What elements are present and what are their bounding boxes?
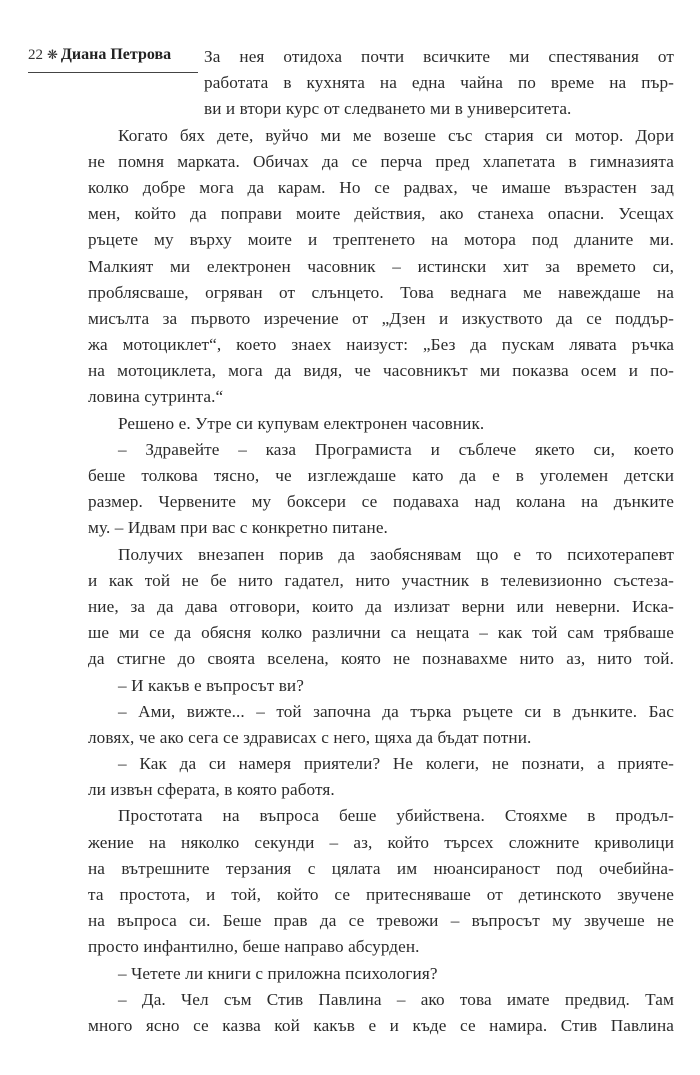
author-name: Диана Петрова: [60, 46, 172, 63]
text-line: Когато бях дете, вуйчо ми ме возеше със стария си мотор. Дори: [118, 125, 674, 145]
text-line: жа мотоциклет“, което знаех наизуст: „Без да пускам лявата ръчка: [88, 335, 674, 355]
text-line: размер. Червените му боксери се подаваха над колана на дънките: [88, 492, 674, 512]
text-line: на въпроса си. Беше прав да се тревожи – въпросът му звучеше не: [88, 911, 674, 931]
text-line: ви и втори курс от следването ми в университета.: [204, 99, 572, 119]
text-line: и как той не бе нито гадател, нито участник в телевизионно състеза-: [88, 570, 674, 590]
text-line: – И какъв е въпросът ви?: [118, 675, 304, 695]
text-line: ловина сутринта.“: [88, 387, 224, 407]
text-line: Простотата на въпроса беше убийствена. Стояхме в продъл-: [118, 806, 674, 826]
text-line: Решено е. Утре си купувам електронен часовник.: [118, 413, 485, 433]
text-line: Малкият ми електронен часовник – истински хит за времето си,: [88, 256, 674, 276]
ornament-icon: ❋: [47, 47, 58, 62]
text-line: – Как да си намеря приятели? Не колеги, не познати, а прияте-: [118, 754, 674, 774]
text-line: много ясно се казва кой какъв е и къде се намира. Стив Павлина: [88, 1015, 674, 1035]
text-line: мен, който да поправи моите действия, ако станеха опасни. Усещах: [88, 204, 674, 224]
text-line: колко добре мога да карам. Но се радвах, че имаше възрастен зад: [88, 177, 674, 197]
text-line: – Ами, вижте... – той започна да търка ръцете си в дънките. Бас: [118, 701, 674, 721]
text-line: ние, за да дава отговори, които да излизат верни или неверни. Иска-: [88, 596, 674, 616]
text-line: Получих внезапен порив да заобяснявам що е то психотерапевт: [118, 544, 674, 564]
text-line: та простота, и той, който се притесняваше от детинското звучене: [88, 885, 674, 904]
text-line: на мотоциклета, мога да видя, че часовникът ми показва осем и по-: [88, 361, 674, 381]
text-line: – Да. Чел съм Стив Павлина – ако това имате предвид. Там: [118, 989, 674, 1009]
text-line: ловях, че ако сега се здрависах с него, щяха да бъдат потни.: [88, 727, 532, 747]
body-text: [88, 44, 674, 1039]
text-line: проблясваше, огряван от слънцето. Това веднага ме навеждаше на: [88, 282, 674, 302]
text-line: – Здравейте – каза Програмиста и съблече якето си, което: [118, 439, 674, 459]
page-number: 22: [28, 47, 43, 63]
text-line: ше ми се да обясня колко различни са нещата – как той сам трябваше: [88, 623, 674, 643]
text-line: просто инфантилно, беше направо абсурден.: [88, 937, 420, 957]
text-line: да стигне до своята вселена, която не познавахме нито аз, нито той.: [88, 649, 674, 669]
text-line: ръцете му върху моите и трептенето на мотора под дланите ми.: [88, 230, 674, 250]
text-line: жение на няколко секунди – аз, който търсех сложните криволици: [88, 832, 674, 852]
text-line: не помня марката. Обичах да се перча пред хлапетата в гимназията: [88, 151, 674, 171]
text-line: му. – Идвам при вас с конкретно питане.: [88, 518, 388, 538]
text-line: мисълта за първото изречение от „Дзен и изкуството да се поддър-: [88, 308, 674, 328]
text-line: работата в кухнята на една чайна по време на пър-: [204, 73, 674, 93]
text-line: ли извън сферата, в която работя.: [88, 780, 335, 800]
text-line: на вътрешните терзания с цялата им нюансираност под очебийна-: [88, 858, 674, 878]
text-line: За нея отидоха почти всичките ми спестявания от: [204, 47, 674, 66]
text-line: беше толкова тясно, че изглеждаше като да е в уголемен детски: [88, 466, 674, 485]
text-line: – Четете ли книги с приложна психология?: [118, 963, 438, 983]
